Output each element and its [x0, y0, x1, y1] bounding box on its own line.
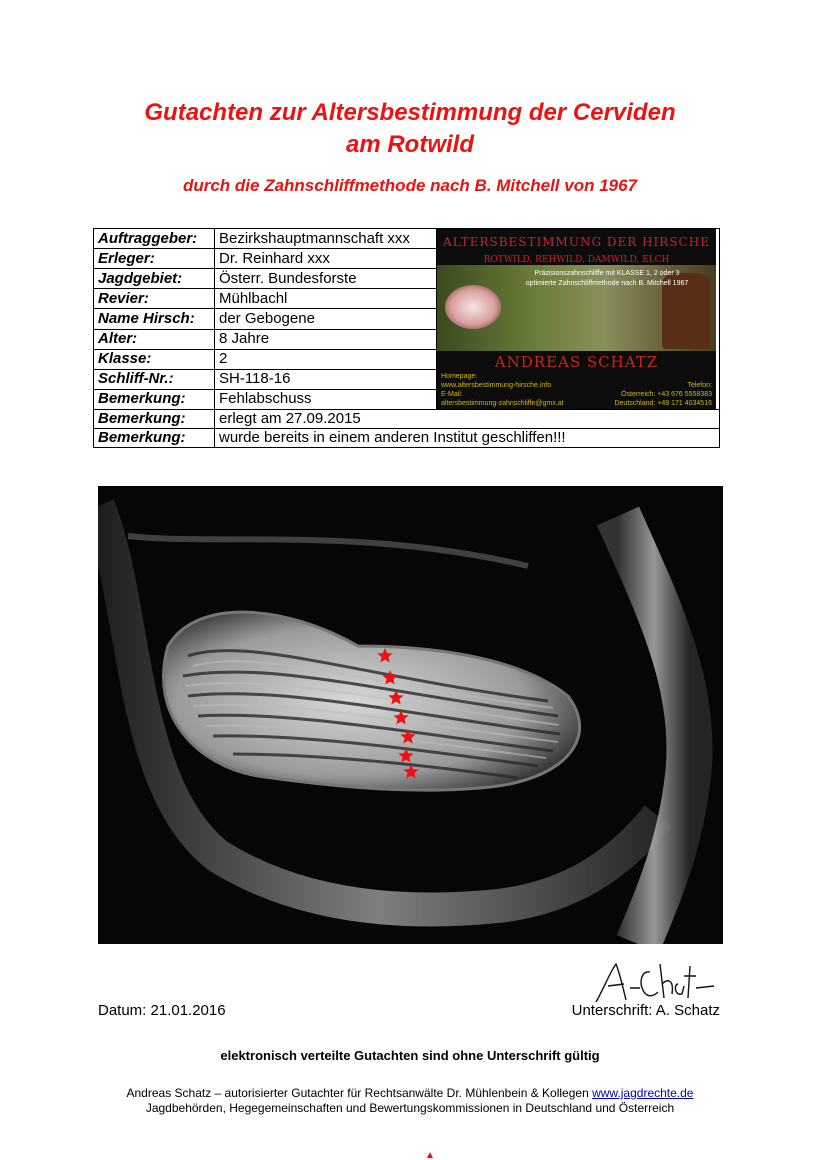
tooth-section-svg [98, 486, 723, 944]
phone-label: Telefon: [687, 382, 712, 389]
homepage-value: www.altersbestimmung-hirsche.info [441, 382, 552, 389]
info-row-bemerkung-2 [94, 410, 720, 429]
document-title-line2: am Rotwild [345, 131, 474, 158]
info-value: Dr. Reinhard xxx [215, 249, 437, 269]
advertising-banner [437, 229, 716, 409]
handwritten-signature [590, 958, 720, 1008]
info-value: Mühlbachl [215, 289, 437, 309]
banner-contact [441, 372, 712, 408]
info-label: Bemerkung: [94, 429, 215, 448]
phone-at-value: +43 676 5558383 [657, 391, 712, 398]
info-label: Jagdgebiet: [94, 269, 215, 289]
info-value: der Gebogene [215, 309, 437, 329]
banner-cell [437, 229, 720, 410]
info-label: Klasse: [94, 349, 215, 369]
info-value: wurde bereits in einem anderen Institut geschliffen!!! [215, 429, 720, 448]
banner-title: ALTERSBESTIMMUNG DER HIRSCHE [443, 235, 710, 249]
info-label: Alter: [94, 329, 215, 349]
email-label: E-Mail: [441, 391, 463, 398]
document-subtitle: durch die Zahnschliffmethode nach B. Mitchell von 1967 [182, 176, 638, 195]
info-value: erlegt am 27.09.2015 [215, 410, 720, 429]
info-label: Auftraggeber: [94, 229, 215, 249]
homepage-label: Homepage: [441, 373, 478, 380]
footer-link[interactable]: www.jagdrechte.de [592, 1086, 694, 1100]
info-value: 2 [215, 349, 437, 369]
info-row-auftraggeber [94, 229, 720, 249]
info-label: Name Hirsch: [94, 309, 215, 329]
footer-line-1 [0, 1086, 820, 1100]
info-label: Revier: [94, 289, 215, 309]
banner-photo-text-2: optimierte Zahnschliffmethode nach B. Mitchell 1967 [525, 280, 689, 287]
phone-de-value: +49 171 4034516 [657, 400, 712, 407]
info-value: 8 Jahre [215, 329, 437, 349]
info-value: SH-118-16 [215, 369, 437, 389]
info-value: Österr. Bundesforste [215, 269, 437, 289]
info-row-bemerkung-3 [94, 429, 720, 448]
electronic-note: elektronisch verteilte Gutachten sind ohne Unterschrift gültig [220, 1048, 600, 1063]
banner-species: ROTWILD, REHWILD, DAMWILD, ELCH [483, 255, 670, 265]
banner-photo-text [507, 269, 707, 289]
info-label: Erleger: [94, 249, 215, 269]
phone-at-label: Österreich: [621, 391, 656, 398]
info-label: Bemerkung: [94, 410, 215, 429]
info-value: Bezirkshauptmannschaft xxx [215, 229, 437, 249]
footer-line-2: Jagdbehörden, Hegegemeinschaften und Bewertungskommissionen in Deutschland und Österreich [145, 1101, 675, 1115]
info-label: Bemerkung: [94, 389, 215, 409]
banner-photo-text-1: Präzisionszahnschliffe mit KLASSE 1, 2 oder 3 [534, 270, 680, 277]
phone-de-label: Deutschland: [614, 400, 656, 407]
info-table [93, 228, 720, 448]
page-marker-triangle [427, 1152, 433, 1158]
info-value: Fehlabschuss [215, 389, 437, 409]
info-label: Schliff-Nr.: [94, 369, 215, 389]
tooth-image [445, 285, 501, 329]
signature-label: Unterschrift: A. Schatz [571, 1002, 720, 1019]
tooth-section-image [98, 486, 723, 944]
document-title-line1: Gutachten zur Altersbestimmung der Cerviden [144, 99, 676, 126]
email-value: altersbestimmung-zahnschliffe@gmx.at [441, 400, 564, 407]
banner-name: ANDREAS SCHATZ [494, 353, 659, 371]
date-field: Datum: 21.01.2016 [98, 1002, 226, 1019]
footer-line-1-text: Andreas Schatz – autorisierter Gutachter für Rechtsanwälte Dr. Mühlenbein & Kollegen [126, 1086, 593, 1100]
